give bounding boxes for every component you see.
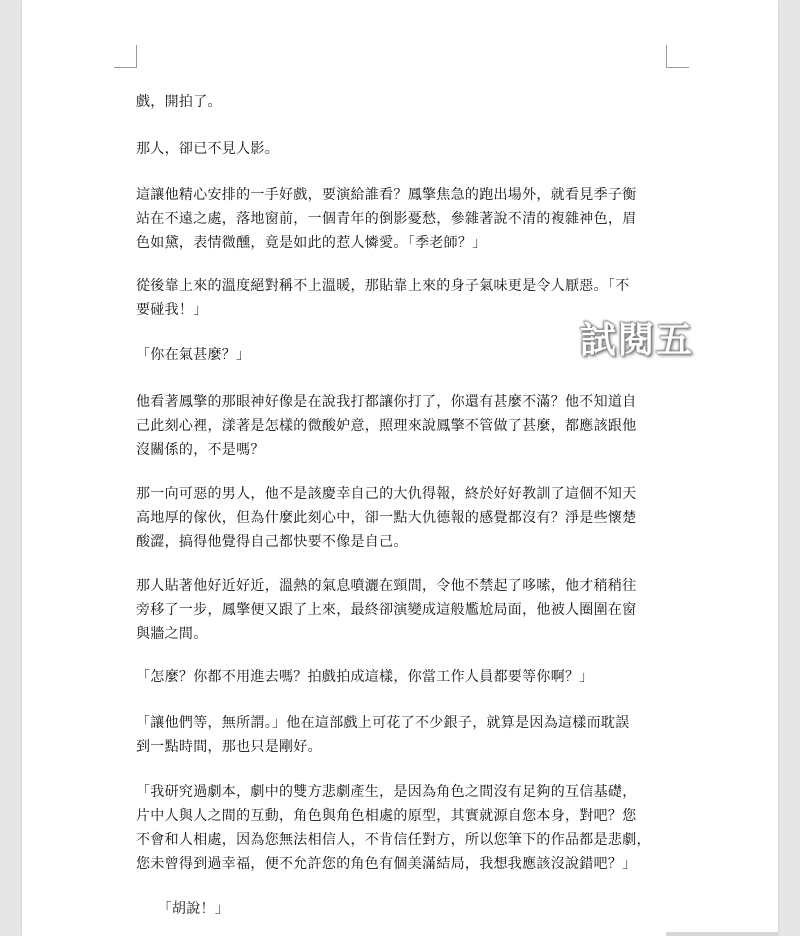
text-line: 與牆之間。 <box>136 626 208 642</box>
text-line: 酸澀，搞得他覺得自己都快要不像是自己。 <box>136 534 408 550</box>
paragraph <box>136 90 668 114</box>
text-line: 這讓他精心安排的一手好戲，要演給誰看？鳳擎焦急的跑出場外，就看見季子衡 <box>136 187 637 203</box>
paragraph <box>136 482 668 554</box>
paragraph <box>136 574 668 646</box>
text-line: 「我研究過劇本，劇中的雙方悲劇產生，是因為角色之間沒有足夠的互信基礎， <box>136 784 637 800</box>
watermark-label: 試閱五 <box>580 320 695 361</box>
paragraph <box>136 390 668 462</box>
text-line: 那一向可惡的男人，他不是該慶幸自己的大仇得報，終於好好教訓了這個不知天 <box>136 486 637 502</box>
text-line: 「讓他們等，無所謂。」他在這部戲上可花了不少銀子，就算是因為這樣而耽誤 <box>136 715 630 731</box>
paragraph <box>136 183 668 255</box>
text-line: 「胡說！」 <box>136 901 230 917</box>
text-line: 己此刻心裡，漾著是怎樣的微酸妒意，照理來說鳳擎不管做了甚麼，都應該跟他 <box>136 418 637 434</box>
text-line: 片中人與人之間的互動，角色與角色相處的原型，其實就源自您本身，對吧？您 <box>136 808 637 824</box>
text-line: 戲，開拍了。 <box>136 94 222 110</box>
text-line: 站在不遠之處，落地窗前，一個青年的倒影憂愁，參雜著說不清的複雜神色，眉 <box>136 211 637 227</box>
top-right-margin-mark <box>666 45 689 68</box>
text-line: 從後靠上來的溫度絕對稱不上溫暖，那貼靠上來的身子氣味更是令人厭惡。「不 <box>136 278 630 294</box>
paragraph <box>136 711 668 759</box>
text-line: 高地厚的傢伙，但為什麼此刻心中，卻一點大仇德報的感覺都沒有？淨是些懷楚 <box>136 510 637 526</box>
text-line: 到一點時間，那也只是剛好。 <box>136 739 322 755</box>
paragraph <box>136 137 668 161</box>
paragraph <box>136 780 668 876</box>
paragraph <box>136 897 668 921</box>
text-line: 不會和人相處，因為您無法相信人，不肯信任對方，所以您筆下的作品都是悲劇， <box>136 832 651 848</box>
text-line: 他看著鳳擎的那眼神好像是在說我打都讓你打了，你還有甚麼不滿？他不知道自 <box>136 394 637 410</box>
page-edge <box>666 932 778 936</box>
text-line: 您未曾得到過幸福，便不允許您的角色有個美滿結局，我想我應該沒說錯吧？」 <box>136 856 637 872</box>
text-line: 那人貼著他好近好近，溫熱的氣息噴灑在頸間，令他不禁起了哆嗦，他才稍稍往 <box>136 578 637 594</box>
text-line: 色如黛，表情微醺，竟是如此的惹人憐愛。「季老師？」 <box>136 235 487 251</box>
document-page <box>22 0 778 936</box>
text-line: 沒關係的，不是嗎？ <box>136 442 265 458</box>
text-line: 要碰我！」 <box>136 302 208 318</box>
text-line: 旁移了一步，鳳擎便又跟了上來，最終卻演變成這般尷尬局面，他被人圈圍在窗 <box>136 602 637 618</box>
text-line: 那人，卻已不見人影。 <box>136 141 279 157</box>
text-line: 「你在氣甚麼？」 <box>136 347 251 363</box>
paragraph <box>136 665 668 689</box>
top-left-margin-mark <box>114 45 137 68</box>
text-line: 「怎麼？你都不用進去嗎？拍戲拍成這樣，你當工作人員都要等你啊？」 <box>136 669 594 685</box>
